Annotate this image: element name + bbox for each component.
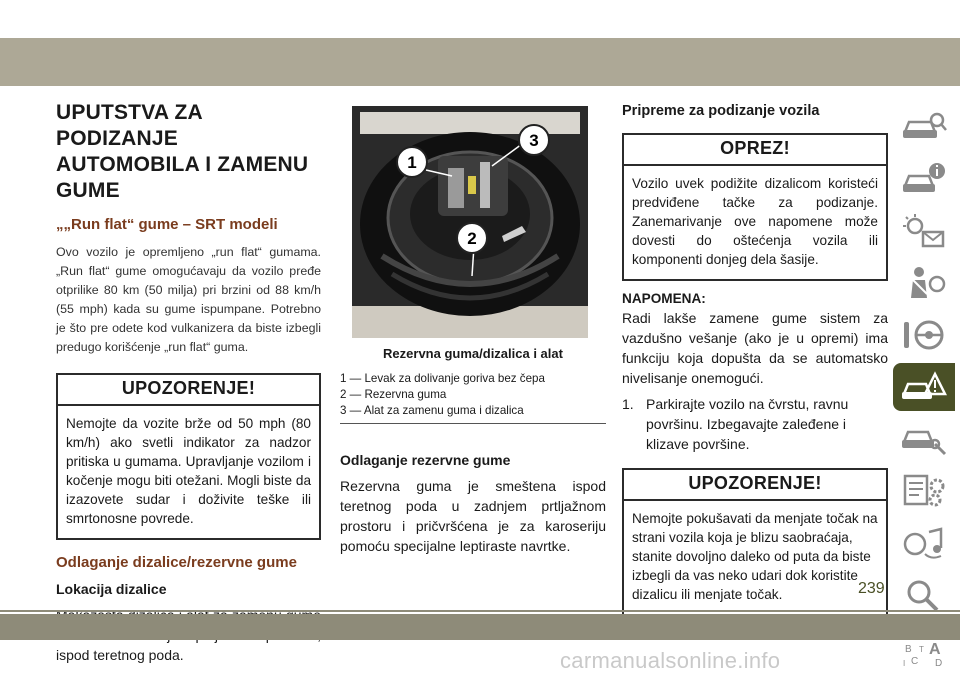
callout-2-label: 2 — [467, 229, 477, 248]
multimedia-icon — [901, 524, 947, 562]
note-text: Radi lakše zamene gume sistem za vazdušno vešanje (ako je u opremi) ima funkciju koja dopušta da se automatsko nivelisanje onemogući. — [622, 310, 888, 386]
middle-column — [340, 106, 606, 556]
caution-text: Vozilo uvek podižite dizalicom koristeći predviđene tačke za podizanje. Zanemarivanje ove napomene može dovesti do oštećenja vozila ili komponenti donjeg dela šasije. — [632, 176, 878, 267]
left-column — [56, 100, 321, 665]
warning-box-2 — [622, 468, 888, 616]
seatbelt-airbag-icon — [901, 264, 947, 302]
warning-box — [56, 373, 321, 540]
spare-text: Rezervna guma je smeštena ispod teretnog poda u zadnjem prtljažnom prostoru i pričvršćena je za karoseriju pomoću specijalne leptiraste navrtke. — [340, 478, 606, 554]
nav-car-service[interactable] — [893, 415, 955, 463]
search-icon — [901, 576, 947, 614]
location-text: ispod teretnog poda. — [56, 647, 184, 663]
car-search-icon — [901, 108, 947, 146]
callout-1-label: 1 — [407, 153, 417, 172]
nav-specs[interactable] — [893, 467, 955, 515]
step-1 — [622, 394, 888, 454]
emergency-car-icon — [901, 368, 947, 406]
page-number: 239 — [858, 580, 885, 597]
legend-item: 3 — Alat za zamenu guma i dizalica — [340, 404, 524, 417]
right-column — [622, 103, 888, 616]
car-info-icon — [901, 160, 947, 198]
step-text: Parkirajte vozilo na čvrstu, ravnu površinu. Izbegavajte zaleđene i klizave površine. — [646, 396, 849, 452]
note-block — [622, 291, 888, 388]
caution-heading: OPREZ! — [624, 135, 886, 166]
index-letter: A — [929, 641, 941, 658]
location-heading: Lokacija dizalice — [56, 581, 167, 597]
steering-wheel-icon — [901, 316, 947, 354]
index-letter: T — [919, 645, 924, 654]
footer-bar — [0, 614, 960, 640]
nav-warning-lights[interactable] — [893, 207, 955, 255]
specs-gears-icon — [901, 472, 947, 510]
index-letter: C — [911, 656, 919, 667]
warning-2-heading: UPOZORENJE! — [624, 470, 886, 501]
index-letter: B — [905, 644, 912, 655]
figure-legend — [340, 371, 606, 424]
step-number: 1. — [622, 396, 634, 412]
figure-caption: Rezervna guma/dizalica i alat — [383, 346, 563, 361]
legend-item: 2 — Rezervna guma — [340, 388, 447, 401]
nav-multimedia[interactable] — [893, 519, 955, 567]
legend-item: 1 — Levak za dolivanje goriva bez čepa — [340, 372, 545, 385]
index-letter: D — [935, 658, 943, 668]
watermark: carmanualsonline.info — [560, 648, 781, 673]
warning-2-text: Nemojte pokušavati da menjate točak na strani vozila koja je blizu saobraćaja, stanite dovoljno daleko od puta da biste izbegli da vas neko udari dok koristite dizalicu ili menjate točak. — [632, 511, 878, 602]
prep-heading: Pripreme za podizanje vozila — [622, 103, 820, 119]
callout-3-label: 3 — [529, 131, 539, 150]
spare-tire-photo — [352, 106, 588, 338]
nav-steering-wheel[interactable] — [893, 311, 955, 359]
warning-heading: UPOZORENJE! — [58, 375, 319, 406]
caution-box — [622, 133, 888, 281]
warning-lights-icon — [901, 212, 947, 250]
run-flat-intro: Ovo vozilo je opremljeno „run flat“ gumama. „Run flat“ gume omogućavaju da vozilo pređe otprilike 80 km (50 milja) pri brzini od 88 km/h (55 mph) kada su gume ispumpane. Potrebno je što pre odete kod vulkanizera da biste izbegli predugo korišćenje „run flat“ guma. — [56, 245, 321, 354]
note-label: NAPOMENA: — [622, 291, 706, 306]
spare-heading: Odlaganje rezervne gume — [340, 452, 511, 468]
footer-line — [0, 610, 960, 612]
nav-car-info[interactable] — [893, 155, 955, 203]
car-service-icon — [901, 420, 947, 458]
warning-text: Nemojte da vozite brže od 50 mph (80 km/h) ako svetli indikator za nadzor pritiska u gumama. Upravljanje vozilom i kočenje mogu biti otežani. Mogli biste da izazovete sudar i doživite teške ili smrtonosne povrede. — [66, 416, 311, 526]
header-bar — [0, 38, 960, 86]
spare-tire-illustration — [352, 106, 588, 338]
index-letter: I — [903, 659, 906, 668]
run-flat-subtitle: „„Run flat“ gume – SRT modeli — [56, 216, 278, 233]
nav-car-search[interactable] — [893, 103, 955, 151]
nav-emergency[interactable] — [893, 363, 955, 411]
nav-seatbelt-airbag[interactable] — [893, 259, 955, 307]
section-title: UPUTSTVA ZA PODIZANJE AUTOMOBILA I ZAMENU GUME — [56, 101, 309, 202]
storage-heading: Odlaganje dizalice/rezervne gume — [56, 554, 297, 571]
chapter-sidebar — [893, 103, 955, 675]
